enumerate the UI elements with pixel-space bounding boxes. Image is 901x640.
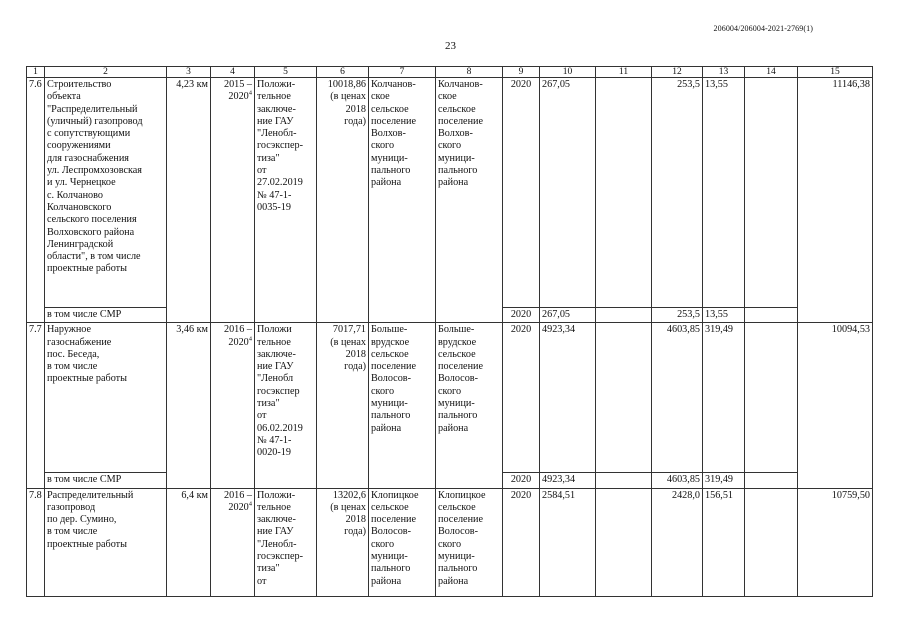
cost: 13202,6 (в ценах 2018 года) (317, 488, 369, 596)
col-num: 6 (317, 67, 369, 78)
value-14 (745, 323, 798, 473)
value-12: 2428,0 (652, 488, 703, 596)
conclusion: Положи тельное заключе- ние ГАУ "Ленобл госэкспер тиза" от 06.02.2019 № 47-1- 0020-19 (255, 323, 317, 488)
period-text: 2015 – 2020 (223, 79, 252, 103)
length: 3,46 км (167, 323, 211, 488)
column-number-row (27, 67, 873, 78)
total: 10759,50 (798, 488, 873, 596)
col-num: 12 (652, 67, 703, 78)
year: 2020 (503, 78, 540, 308)
col-num: 13 (703, 67, 745, 78)
conclusion: Положи- тельное заключе- ние ГАУ "Ленобл- госэкспер- тиза" от 27.02.2019 № 47-1- 0035-19 (255, 78, 317, 323)
col-num: 7 (369, 67, 436, 78)
conclusion: Положи- тельное заключе- ние ГАУ "Ленобл- госэкспер- тиза" от (255, 488, 317, 596)
table-row (27, 323, 873, 473)
value-10: 2584,51 (540, 488, 596, 596)
col-num: 3 (167, 67, 211, 78)
object-name: Распределительный газопровод по дер. Сумино, в том числе проектные работы (45, 488, 167, 596)
col-num: 2 (45, 67, 167, 78)
year: 2020 (503, 473, 540, 488)
value-12: 253,5 (652, 78, 703, 308)
value-11 (596, 78, 652, 308)
customer: Клопицкое сельское поселение Волосов- ского муници- пального района (369, 488, 436, 596)
value-13: 319,49 (703, 473, 745, 488)
smr-label: в том числе СМР (45, 308, 167, 323)
cost: 10018,86 (в ценах 2018 года) (317, 78, 369, 323)
period (211, 78, 255, 323)
col-num: 8 (436, 67, 503, 78)
period-text: 2016 – 2020 (223, 324, 252, 348)
value-12: 4603,85 (652, 473, 703, 488)
object-name: Строительство объекта "Распределительный (уличный) газопровод с сопутствующими сооружениями для газоснабжения ул. Леспромхозовская и ул. Чернецкое с. Колчаново Колчановского сельского поселения Волховского района Ленинградской области", в том числе проектные работы (45, 78, 167, 308)
row-number: 7.7 (27, 323, 45, 488)
year: 2020 (503, 323, 540, 473)
year: 2020 (503, 308, 540, 323)
col-num: 11 (596, 67, 652, 78)
value-13: 156,51 (703, 488, 745, 596)
table-row (27, 78, 873, 308)
period (211, 488, 255, 596)
value-11 (596, 473, 652, 488)
customer: Колчанов- ское сельское поселение Волхов- ского муници- пального района (369, 78, 436, 323)
value-12: 4603,85 (652, 323, 703, 473)
value-13: 319,49 (703, 323, 745, 473)
total: 11146,38 (798, 78, 873, 323)
cost: 7017,71 (в ценах 2018 года) (317, 323, 369, 488)
value-11 (596, 488, 652, 596)
owner: Клопицкое сельское поселение Волосов- ского муници- пального района (436, 488, 503, 596)
value-13: 13,55 (703, 78, 745, 308)
document-id: 206004/206004-2021-2769(1) (713, 24, 813, 33)
value-14 (745, 308, 798, 323)
total: 10094,53 (798, 323, 873, 488)
smr-label: в том числе СМР (45, 473, 167, 488)
period-footnote: 4 (248, 335, 252, 343)
objects-table (26, 66, 873, 597)
col-num: 1 (27, 67, 45, 78)
year: 2020 (503, 488, 540, 596)
value-14 (745, 473, 798, 488)
col-num: 15 (798, 67, 873, 78)
length: 4,23 км (167, 78, 211, 323)
page-number: 23 (445, 40, 456, 52)
value-12: 253,5 (652, 308, 703, 323)
col-num: 9 (503, 67, 540, 78)
value-13: 13,55 (703, 308, 745, 323)
value-10: 267,05 (540, 308, 596, 323)
period-text: 2016 – 2020 (223, 489, 252, 513)
value-14 (745, 78, 798, 308)
col-num: 5 (255, 67, 317, 78)
col-num: 4 (211, 67, 255, 78)
period-footnote: 4 (248, 500, 252, 508)
length: 6,4 км (167, 488, 211, 596)
row-number: 7.8 (27, 488, 45, 596)
period (211, 323, 255, 488)
table-row (27, 488, 873, 596)
col-num: 14 (745, 67, 798, 78)
col-num: 10 (540, 67, 596, 78)
customer: Больше- врудское сельское поселение Волосов- ского муници- пального района (369, 323, 436, 488)
row-number: 7.6 (27, 78, 45, 323)
period-footnote: 4 (248, 89, 252, 97)
value-10: 4923,34 (540, 323, 596, 473)
value-10: 4923,34 (540, 473, 596, 488)
value-11 (596, 323, 652, 473)
owner: Колчанов- ское сельское поселение Волхов- ского муници- пального района (436, 78, 503, 323)
value-11 (596, 308, 652, 323)
value-14 (745, 488, 798, 596)
value-10: 267,05 (540, 78, 596, 308)
object-name: Наружное газоснабжение пос. Беседа, в том числе проектные работы (45, 323, 167, 473)
owner: Больше- врудское сельское поселение Волосов- ского муници- пального района (436, 323, 503, 488)
